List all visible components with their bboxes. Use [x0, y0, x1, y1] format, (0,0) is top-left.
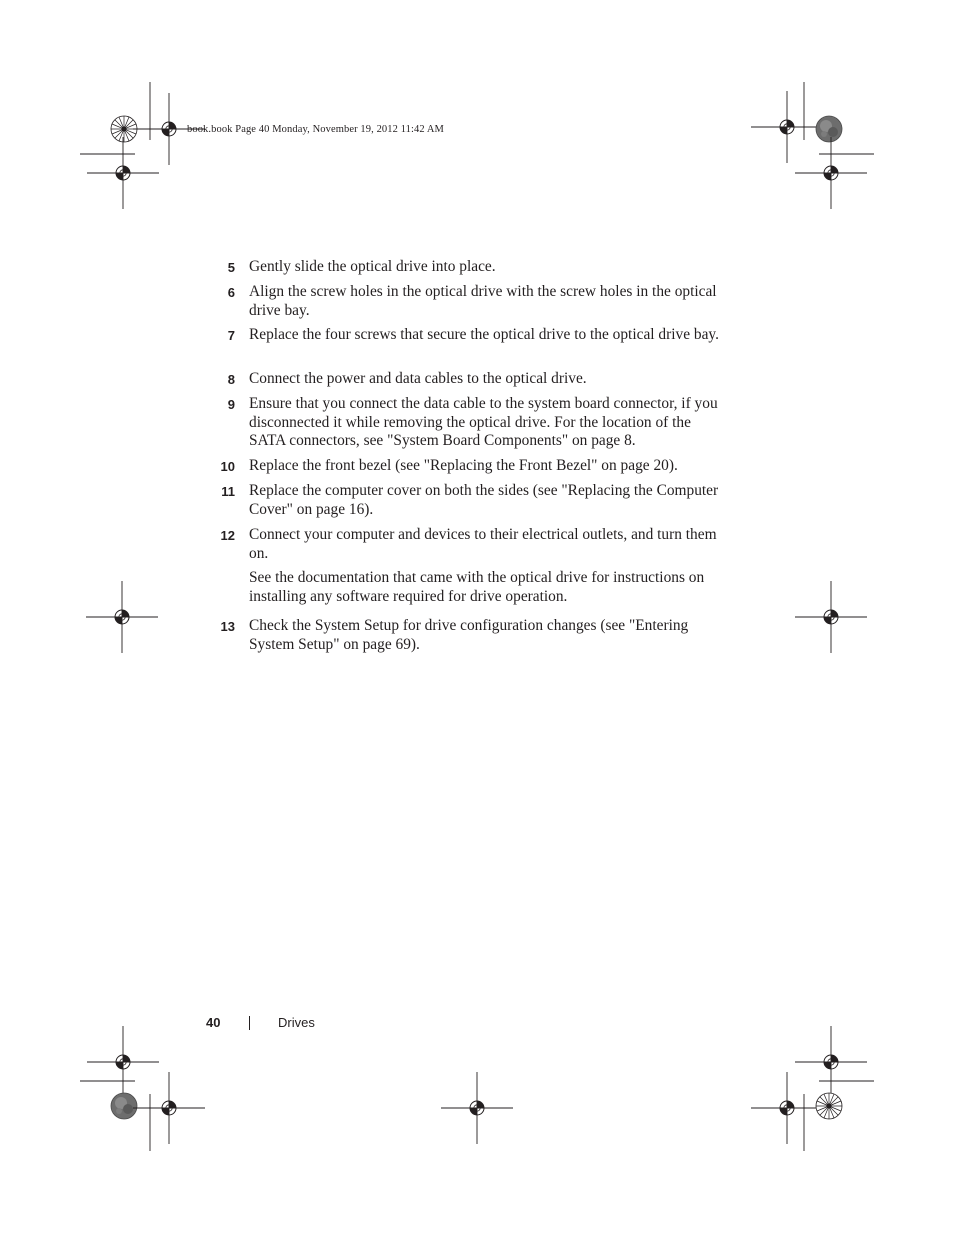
print-slug: book.book Page 40 Monday, November 19, 2012 11:42 AM — [187, 124, 444, 135]
step-number: 7 — [227, 328, 235, 343]
step-number: 11 — [221, 484, 235, 499]
step-text: Align the screw holes in the optical drive with the screw holes in the optical drive bay. — [249, 283, 717, 319]
step-number: 8 — [227, 372, 235, 387]
step-number: 9 — [227, 397, 235, 412]
step-number: 12 — [220, 528, 235, 543]
page-number: 40 — [206, 1015, 221, 1030]
step-note: See the documentation that came with the optical drive for instructions on installing any software required for drive operation. — [249, 569, 705, 605]
step-number: 13 — [220, 619, 235, 634]
step-text: Gently slide the optical drive into place. — [249, 258, 496, 275]
step-text: Connect the power and data cables to the optical drive. — [249, 370, 587, 387]
step-number: 6 — [227, 285, 235, 300]
footer-section-title: Drives — [278, 1015, 315, 1030]
step-text: Connect your computer and devices to their electrical outlets, and turn them on. — [249, 526, 717, 562]
step-number: 10 — [220, 459, 235, 474]
step-text: Replace the computer cover on both the sides (see "Replacing the Computer Cover" on page 16). — [249, 482, 719, 518]
step-text: Check the System Setup for drive configuration changes (see "Entering System Setup" on page 69). — [249, 617, 689, 653]
step-text: Replace the four screws that secure the optical drive to the optical drive bay. — [249, 326, 719, 343]
step-number: 5 — [227, 260, 235, 275]
footer-divider — [249, 1016, 250, 1030]
step-text: Replace the front bezel (see "Replacing the Front Bezel" on page 20). — [249, 457, 678, 474]
step-text: Ensure that you connect the data cable to the system board connector, if you disconnected it while removing the optical drive. For the location of the SATA connectors, see "System Board Components" on page 8. — [249, 395, 718, 450]
